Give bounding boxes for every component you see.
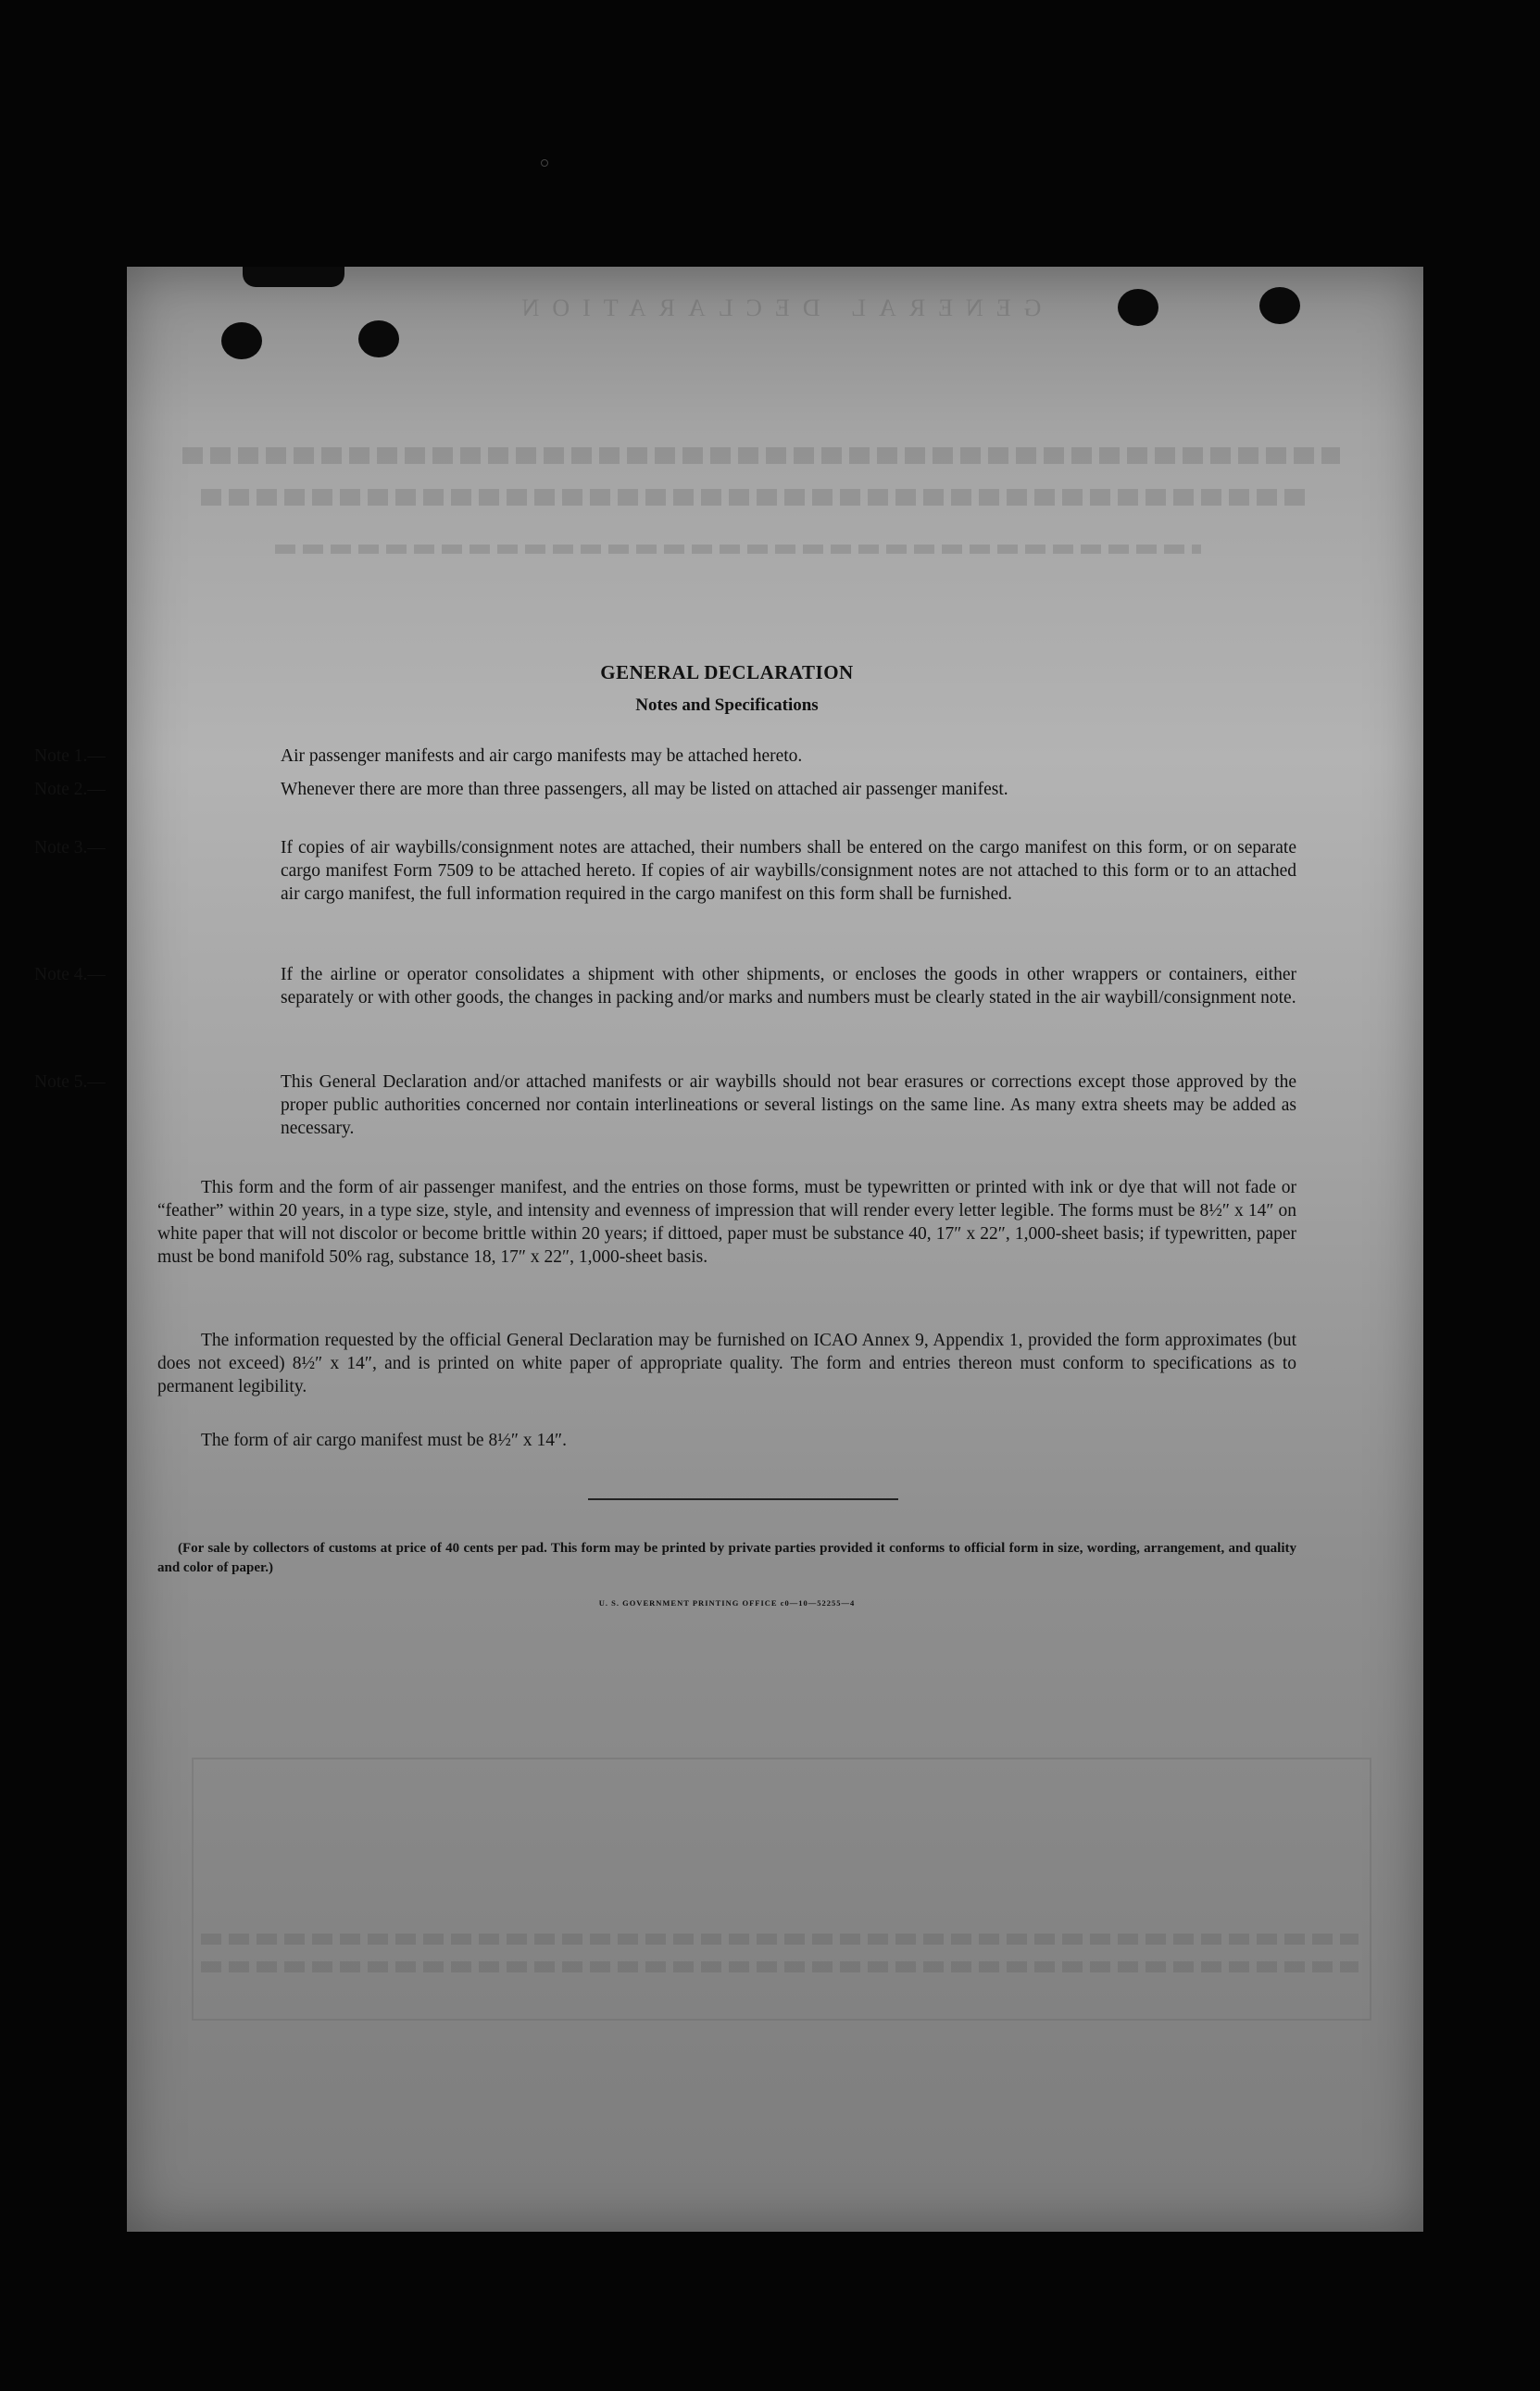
bleed-through-table	[192, 1758, 1371, 2021]
bleed-through-heading: GENERAL DECLARATION	[508, 294, 1042, 321]
page-subtitle: Notes and Specifications	[635, 695, 819, 715]
specification-paragraph: This form and the form of air passenger manifest, and the entries on those forms, must be typewritten or printed with ink or dye that will not fade or “feather” within 20 years, in a type size, style, and intensity and evenness of impression that will render every letter legible. The forms must be 8½″ x 14″ on white paper that will not discolor or become brittle within 20 years; if dittoed, paper must be substance 40, 17″ x 22″, 1,000-sheet basis; if typewritten, paper must be bond manifold 50% rag, substance 18, 17″ x 22″, 1,000-sheet basis.	[157, 1178, 1296, 1267]
note-2	[34, 778, 1296, 801]
note-text: Air passenger manifests and air cargo manifests may be attached hereto.	[281, 746, 803, 766]
note-label: Note 5.—	[34, 1072, 106, 1092]
divider-rule	[588, 1498, 898, 1500]
note-label: Note 2.—	[34, 780, 106, 799]
sale-note: (For sale by collectors of customs at price of 40 cents per pad. This form may be printed by private parties provided it conforms to official form in size, wording, arrangement, and quality and color of paper.)	[157, 1541, 1296, 1575]
bleed-through-line	[201, 489, 1312, 506]
note-label: Note 3.—	[34, 838, 106, 858]
specification-paragraph: The information requested by the official General Declaration may be furnished on ICAO Annex 9, Appendix 1, provided the form approximates (but does not exceed) 8½″ x 14″, and is printed on white paper of appropriate quality. The form and entries thereon must conform to specifications as to permanent legibility.	[157, 1331, 1296, 1396]
punch-hole	[358, 320, 399, 357]
bleed-through-line	[182, 447, 1340, 464]
note-1	[34, 745, 1296, 768]
note-text: This General Declaration and/or attached manifests or air waybills should not bear erasures or corrections except those approved by the proper public authorities concerned nor contain interlineations or several listings on the same line. As many extra sheets may be added as necessary.	[281, 1072, 1296, 1138]
note-5	[34, 1070, 1296, 1140]
note-label: Note 4.—	[34, 965, 106, 984]
note-text: If the airline or operator consolidates a shipment with other shipments, or encloses the goods in other wrappers or containers, either separately or with other goods, the changes in packing and/or marks and numbers must be clearly stated in the air waybill/consignment note.	[281, 965, 1296, 1008]
note-3	[34, 836, 1296, 906]
scan-speck	[541, 159, 548, 167]
note-label: Note 1.—	[34, 746, 106, 766]
printer-imprint: U. S. GOVERNMENT PRINTING OFFICE c0—10—52255—4	[598, 1598, 856, 1608]
bleed-through-line	[275, 545, 1201, 554]
note-text: Whenever there are more than three passengers, all may be listed on attached air passenger manifest.	[281, 780, 1008, 799]
punch-hole	[221, 322, 262, 359]
page-title: GENERAL DECLARATION	[600, 661, 854, 683]
torn-corner	[243, 267, 344, 287]
note-4	[34, 963, 1296, 1009]
specification-paragraph: The form of air cargo manifest must be 8½″ x 14″.	[201, 1431, 567, 1450]
note-text: If copies of air waybills/consignment notes are attached, their numbers shall be entered on the cargo manifest on this form, or on separate cargo manifest Form 7509 to be attached hereto. If copies of air waybills/consignment notes are not attached to this form or to an attached air cargo manifest, the full information required in the cargo manifest on this form shall be furnished.	[281, 838, 1296, 904]
